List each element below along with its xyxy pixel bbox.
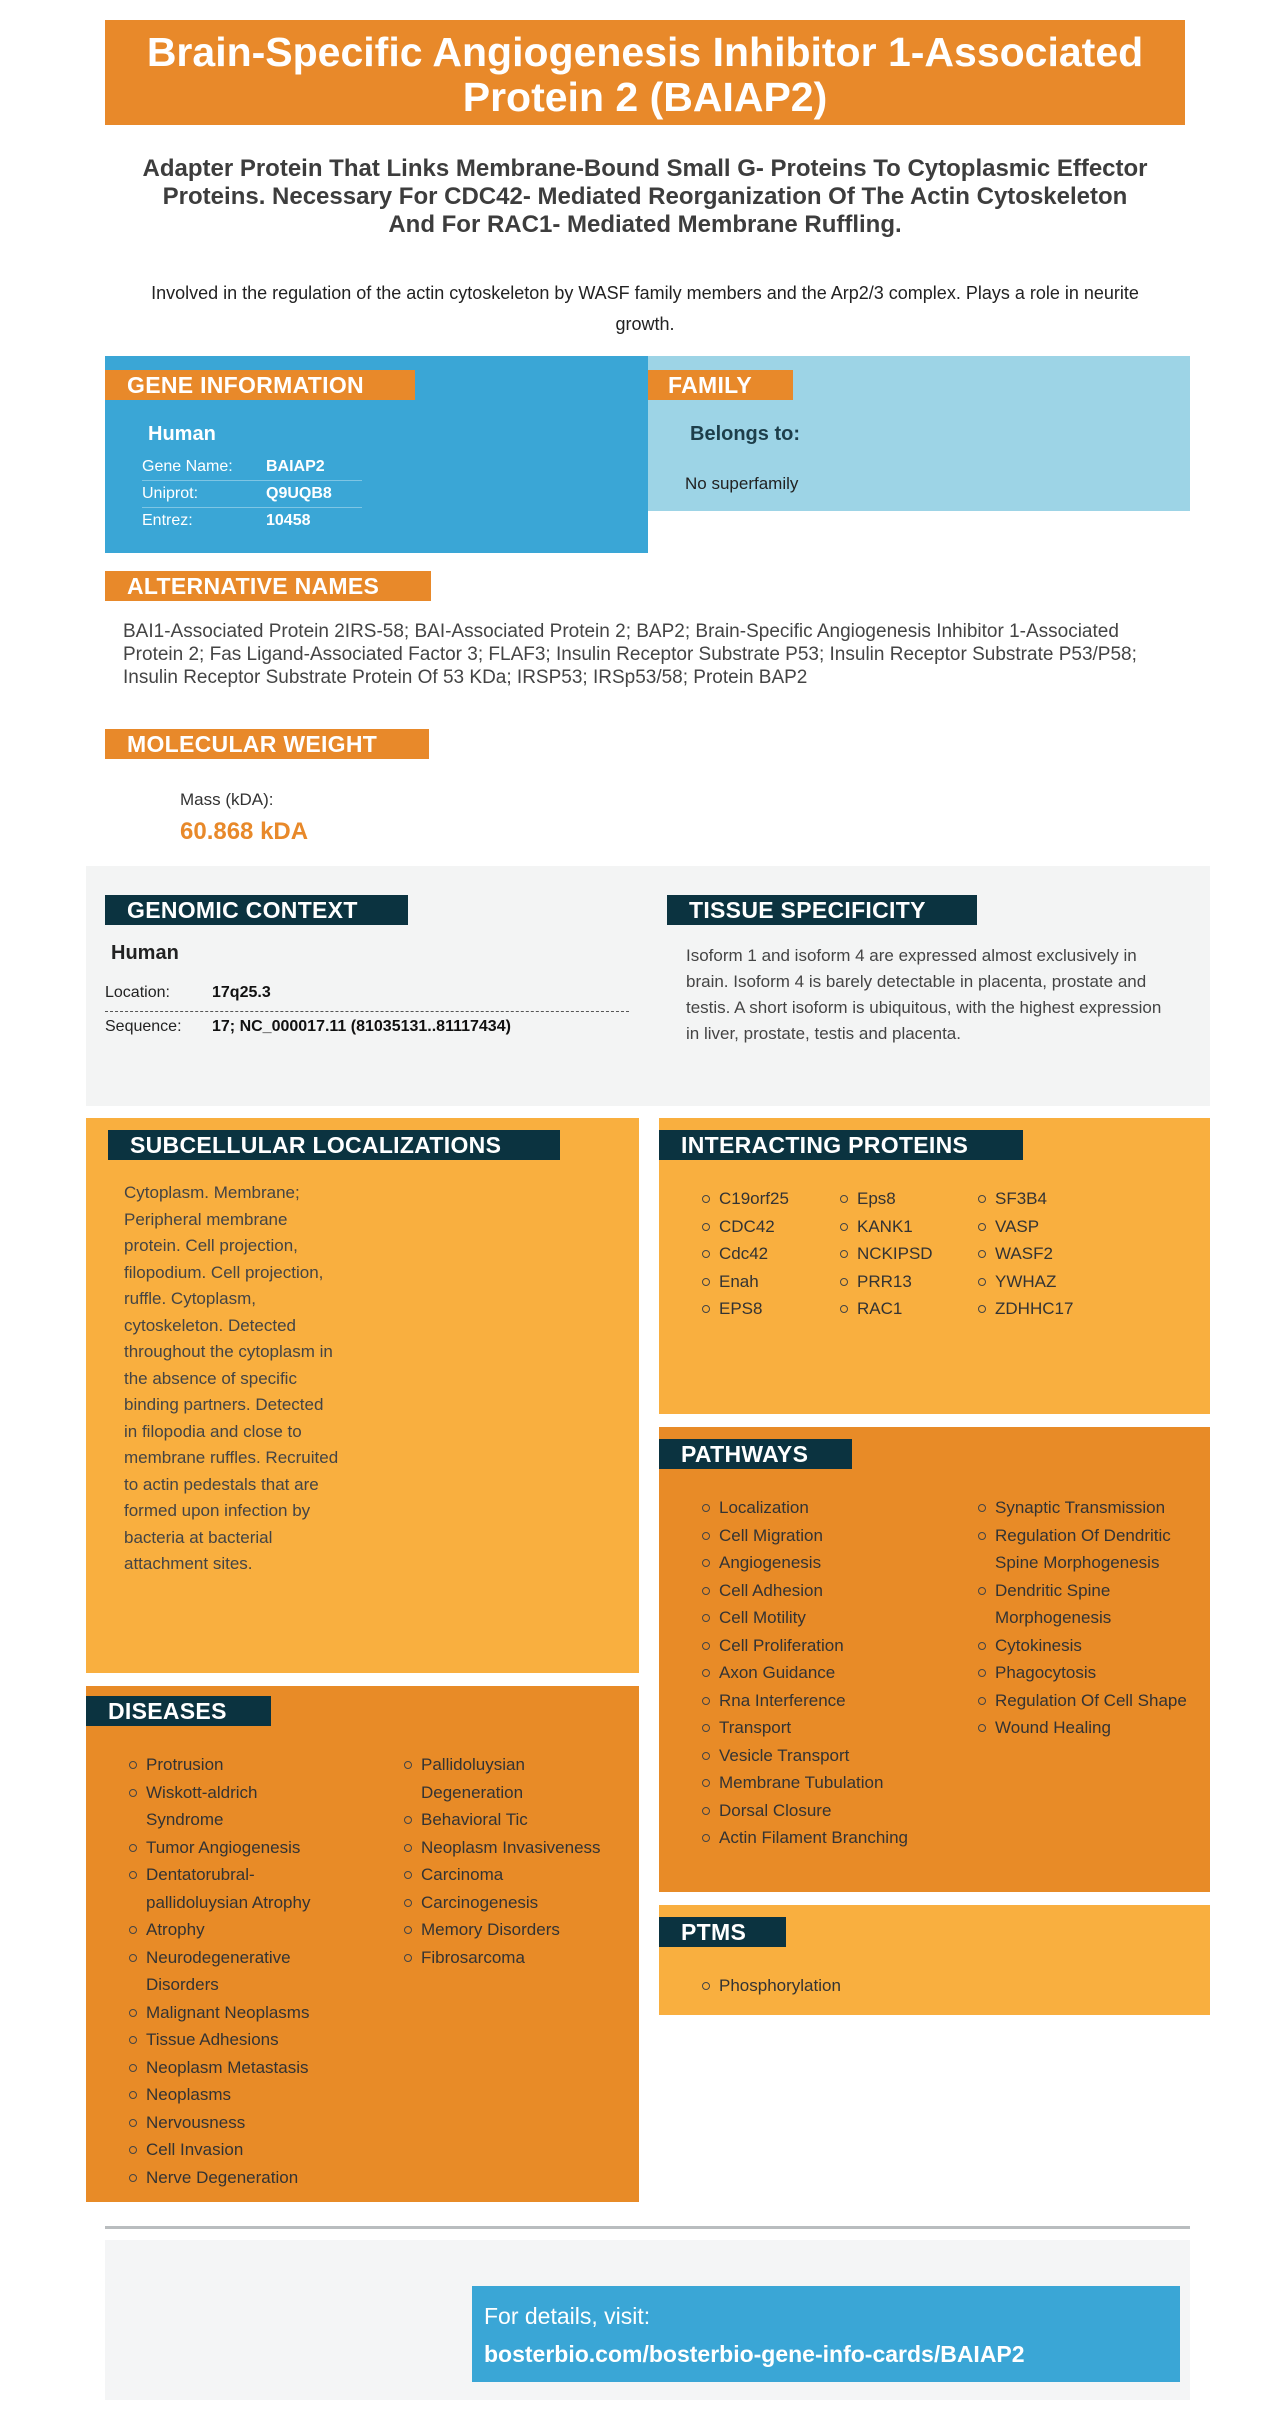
list-item: Nerve Degeneration <box>129 2164 329 2192</box>
gene-name-label: Gene Name: <box>142 458 233 475</box>
list-item: Behavioral Tic <box>404 1806 629 1834</box>
list-item: Membrane Tubulation <box>702 1769 962 1797</box>
list-item: Cdc42 <box>702 1240 789 1268</box>
interacting-proteins-col1 <box>702 1185 789 1323</box>
list-item: Phosphorylation <box>702 1972 841 2000</box>
list-item: Neoplasm Invasiveness <box>404 1834 629 1862</box>
list-item: Wound Healing <box>978 1714 1193 1742</box>
list-item: Cytokinesis <box>978 1632 1193 1660</box>
list-item: Wiskott-aldrich Syndrome <box>129 1779 329 1834</box>
details-link-box[interactable] <box>472 2286 1180 2382</box>
list-item: Protrusion <box>129 1751 329 1779</box>
list-item: EPS8 <box>702 1295 789 1323</box>
mass-label: Mass (kDA): <box>180 790 274 809</box>
list-item: Axon Guidance <box>702 1659 962 1687</box>
family-value: No superfamily <box>685 474 799 493</box>
list-item: RAC1 <box>840 1295 933 1323</box>
diseases-col2 <box>404 1751 629 1971</box>
list-item: CDC42 <box>702 1213 789 1241</box>
location-value: 17q25.3 <box>212 984 271 1001</box>
tissue-specificity-text: Isoform 1 and isoform 4 are expressed almost exclusively in brain. Isoform 4 is barely detectable in placenta, prostate and testis. A short isoform is ubiquitous, with the highest expression in liver, prostate, testis and placenta. <box>686 946 1162 1043</box>
list-item: WASF2 <box>978 1240 1073 1268</box>
list-item: KANK1 <box>840 1213 933 1241</box>
list-item: C19orf25 <box>702 1185 789 1213</box>
gene-info-row <box>142 454 362 481</box>
list-item: Actin Filament Branching <box>702 1824 962 1852</box>
list-item: Dentatorubral-pallidoluysian Atrophy <box>129 1861 329 1916</box>
list-item: Tissue Adhesions <box>129 2026 329 2054</box>
list-item: Vesicle Transport <box>702 1742 962 1770</box>
protein-function-summary: Adapter Protein That Links Membrane-Bound Small G- Proteins To Cytoplasmic Effector Proteins. Necessary For CDC42- Mediated Reorganization Of The Actin Cytoskeleton And For RAC1- Mediated Membrane Ruffling. <box>142 155 1148 238</box>
list-item: Neoplasms <box>129 2081 329 2109</box>
page-title: Brain-Specific Angiogenesis Inhibitor 1-Associated Protein 2 (BAIAP2) <box>105 20 1185 125</box>
uniprot-value: Q9UQB8 <box>266 485 332 502</box>
list-item: Cell Invasion <box>129 2136 329 2164</box>
list-item: Synaptic Transmission <box>978 1494 1193 1522</box>
gene-organism: Human <box>148 423 216 445</box>
genomic-context-heading: GENOMIC CONTEXT <box>105 895 408 925</box>
gene-name-value: BAIAP2 <box>266 458 325 475</box>
alternative-names-text: BAI1-Associated Protein 2IRS-58; BAI-Associated Protein 2; BAP2; Brain-Specific Angiogenesis Inhibitor 1-Associated Protein 2; Fas Ligand-Associated Factor 3; FLAF3; Insulin Receptor Substrate P53; Insulin Receptor Substrate P53/P58; Insulin Receptor Substrate Protein Of 53 KDa; IRSP53; IRSp53/58; Protein BAP2 <box>123 621 1137 688</box>
list-item: Cell Motility <box>702 1604 962 1632</box>
list-item: Malignant Neoplasms <box>129 1999 329 2027</box>
sequence-label: Sequence: <box>105 1018 182 1035</box>
tissue-specificity-heading: TISSUE SPECIFICITY <box>667 895 977 925</box>
footer-divider <box>105 2226 1190 2229</box>
list-item: Dorsal Closure <box>702 1797 962 1825</box>
location-row <box>105 984 629 1012</box>
list-item: PRR13 <box>840 1268 933 1296</box>
subcellular-section <box>86 1118 639 1673</box>
list-item: Regulation Of Dendritic Spine Morphogenesis <box>978 1522 1193 1577</box>
interacting-proteins-heading: INTERACTING PROTEINS <box>659 1130 1023 1160</box>
list-item: Transport <box>702 1714 962 1742</box>
diseases-heading: DISEASES <box>86 1696 271 1726</box>
list-item: Cell Adhesion <box>702 1577 962 1605</box>
location-label: Location: <box>105 984 170 1001</box>
genomic-organism: Human <box>111 942 179 964</box>
ptms-list <box>702 1972 841 2000</box>
gene-info-row <box>142 508 362 535</box>
family-section <box>648 356 1190 511</box>
list-item: NCKIPSD <box>840 1240 933 1268</box>
list-item: Rna Interference <box>702 1687 962 1715</box>
family-heading: FAMILY <box>648 370 793 400</box>
list-item: Dendritic Spine Morphogenesis <box>978 1577 1193 1632</box>
entrez-value: 10458 <box>266 512 311 529</box>
pathways-col1 <box>702 1494 962 1852</box>
list-item: Carcinogenesis <box>404 1889 629 1917</box>
gene-information-section <box>105 356 648 553</box>
subcellular-text: Cytoplasm. Membrane; Peripheral membrane protein. Cell projection, filopodium. Cell projection, ruffle. Cytoplasm, cytoskeleton. Detected throughout the cytoplasm in the absence of specific binding partners. Detected in filopodia and close to membrane ruffles. Recruited to actin pedestals that are formed upon infection by bacteria at bacterial attachment sites. <box>124 1183 339 1573</box>
interacting-proteins-col3 <box>978 1185 1073 1323</box>
interacting-proteins-section <box>659 1118 1210 1414</box>
diseases-section <box>86 1686 639 2202</box>
gene-info-table <box>142 454 362 535</box>
list-item: Localization <box>702 1494 962 1522</box>
list-item: Cell Migration <box>702 1522 962 1550</box>
list-item: VASP <box>978 1213 1073 1241</box>
sequence-row <box>105 1018 629 1044</box>
list-item: Neoplasm Metastasis <box>129 2054 329 2082</box>
list-item: Neurodegenerative Disorders <box>129 1944 329 1999</box>
intro-text: Involved in the regulation of the actin cytoskeleton by WASF family members and the Arp2/3 complex. Plays a role in neurite growth. <box>151 283 1139 334</box>
list-item: Angiogenesis <box>702 1549 962 1577</box>
details-link[interactable]: bosterbio.com/bosterbio-gene-info-cards/BAIAP2 <box>484 2341 1025 2367</box>
details-label: For details, visit: <box>484 2303 651 2329</box>
ptms-heading: PTMS <box>659 1917 786 1947</box>
list-item: Enah <box>702 1268 789 1296</box>
list-item: Tumor Angiogenesis <box>129 1834 329 1862</box>
pathways-col2 <box>978 1494 1193 1742</box>
gene-information-heading: GENE INFORMATION <box>105 370 415 400</box>
list-item: YWHAZ <box>978 1268 1073 1296</box>
list-item: Pallidoluysian Degeneration <box>404 1751 629 1806</box>
interacting-proteins-col2 <box>840 1185 933 1323</box>
list-item: Cell Proliferation <box>702 1632 962 1660</box>
list-item: Nervousness <box>129 2109 329 2137</box>
ptms-section <box>659 1905 1210 2015</box>
sequence-value: 17; NC_000017.11 (81035131..81117434) <box>212 1018 511 1035</box>
list-item: Carcinoma <box>404 1861 629 1889</box>
list-item: SF3B4 <box>978 1185 1073 1213</box>
list-item: Fibrosarcoma <box>404 1944 629 1972</box>
entrez-label: Entrez: <box>142 512 193 529</box>
list-item: Eps8 <box>840 1185 933 1213</box>
mass-value: 60.868 kDA <box>180 818 309 845</box>
family-belongs-label: Belongs to: <box>690 423 800 445</box>
list-item: Atrophy <box>129 1916 329 1944</box>
list-item: Regulation Of Cell Shape <box>978 1687 1193 1715</box>
list-item: Memory Disorders <box>404 1916 629 1944</box>
gene-info-row <box>142 481 362 508</box>
uniprot-label: Uniprot: <box>142 485 199 502</box>
list-item: ZDHHC17 <box>978 1295 1073 1323</box>
alternative-names-heading: ALTERNATIVE NAMES <box>105 571 431 601</box>
diseases-col1 <box>129 1751 329 2191</box>
pathways-heading: PATHWAYS <box>659 1439 852 1469</box>
list-item: Phagocytosis <box>978 1659 1193 1687</box>
pathways-section <box>659 1427 1210 1892</box>
subcellular-heading: SUBCELLULAR LOCALIZATIONS <box>108 1130 560 1160</box>
molecular-weight-heading: MOLECULAR WEIGHT <box>105 729 429 759</box>
